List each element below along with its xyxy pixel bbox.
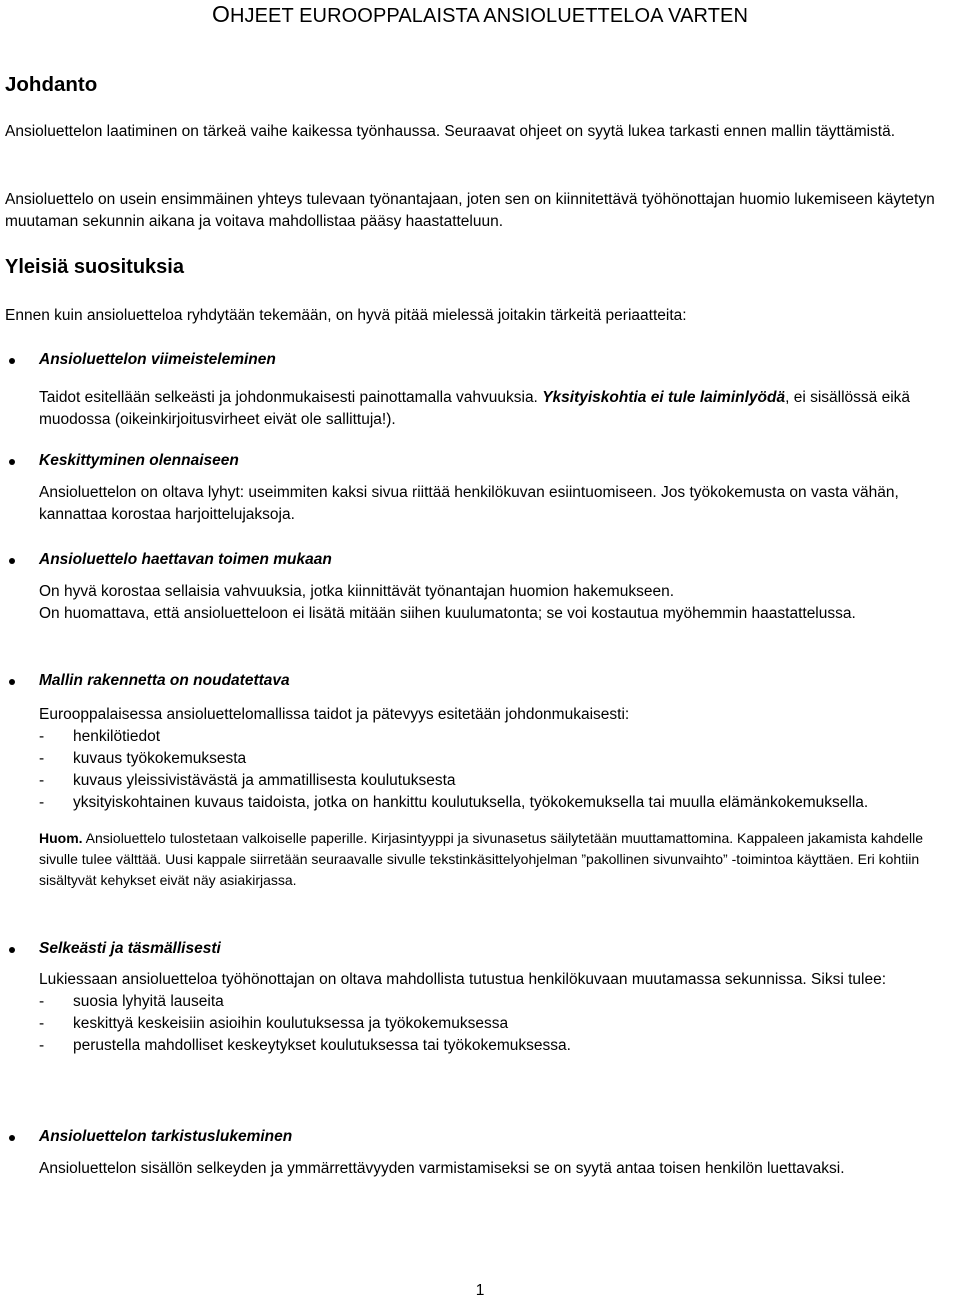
clarity-list bbox=[39, 991, 957, 1057]
section-body bbox=[39, 969, 957, 1057]
intro-paragraph-1: Ansioluettelon laatiminen on tärkeä vaihe kaikessa työnhaussa. Seuraavat ohjeet on syytä lukea tarkasti ennen mallin täyttämistä. bbox=[5, 123, 896, 140]
bullet-icon bbox=[9, 459, 15, 465]
section-text-2: On huomattava, että ansioluetteloon ei lisätä mitään siihen kuulumatonta; se voi kostautua myöhemmin haastattelussa. bbox=[39, 605, 856, 622]
note-text: Ansioluettelo tulostetaan valkoiselle paperille. Kirjasintyyppi ja sivunasetus säilytetään muuttamattomina. Kappaleen jakamista kahdelle sivulle tulee välttää. Uusi kappale siirretään seuraavalle sivulle tekstinkäsittelyohjelman ”pakollinen sivunvaihto” -toimintoa käyttäen. Eri kohtiin sisältyvät kehykset eivät näy asiakirjassa. bbox=[39, 830, 924, 888]
bullet-icon bbox=[9, 947, 15, 953]
section-heading: Selkeästi ja täsmällisesti bbox=[39, 940, 221, 957]
section-text-emphasis: Yksityiskohtia ei tule laiminlyödä bbox=[542, 389, 786, 406]
document-title bbox=[0, 0, 960, 29]
title-rest: HJEET EUROOPPALAISTA ANSIOLUETTELOA VARTEN bbox=[229, 5, 749, 27]
general-paragraph: Ennen kuin ansioluetteloa ryhdytään tekemään, on hyvä pitää mielessä joitakin tärkeitä periaatteita: bbox=[5, 307, 687, 324]
section-heading: Keskittyminen olennaiseen bbox=[39, 452, 239, 469]
section-heading: Mallin rakennetta on noudatettava bbox=[39, 672, 290, 689]
general-heading: Yleisiä suosituksia bbox=[5, 256, 184, 278]
list-item: - suosia lyhyitä lauseita bbox=[39, 991, 957, 1013]
list-item: - kuvaus työkokemuksesta bbox=[39, 748, 957, 770]
section-text: Ansioluettelon on oltava lyhyt: useimmiten kaksi sivua riittää henkilökuvan esiintuomiseen. Jos työkokemusta on vasta vähän, kannattaa korostaa harjoittelujaksoja. bbox=[39, 484, 899, 523]
bullet-icon bbox=[9, 358, 15, 364]
section-body bbox=[39, 704, 957, 891]
list-item: - kuvaus yleissivistävästä ja ammatillisesta koulutuksesta bbox=[39, 770, 957, 792]
section-text: Ansioluettelon sisällön selkeyden ja ymmärrettävyyden varmistamiseksi se on syytä antaa toisen henkilön luettavaksi. bbox=[39, 1160, 845, 1177]
section-body bbox=[39, 482, 957, 526]
title-first-letter: O bbox=[211, 1, 230, 27]
page-number: 1 bbox=[475, 1282, 485, 1299]
list-item: - henkilötiedot bbox=[39, 726, 957, 748]
section-text-part1: Taidot esitellään selkeästi ja johdonmukaisesti painottamalla vahvuuksia. bbox=[39, 389, 543, 406]
section-heading: Ansioluettelon viimeisteleminen bbox=[39, 351, 276, 368]
section-text bbox=[39, 387, 957, 431]
section-heading: Ansioluettelon tarkistuslukeminen bbox=[39, 1128, 293, 1145]
section-body bbox=[39, 581, 957, 625]
bullet-icon bbox=[9, 1135, 15, 1141]
list-item: - perustella mahdolliset keskeytykset koulutuksessa tai työkokemuksessa. bbox=[39, 1035, 957, 1057]
bullet-icon bbox=[9, 558, 15, 564]
bullet-icon bbox=[9, 679, 15, 685]
section-body bbox=[39, 387, 957, 431]
section-intro: Eurooppalaisessa ansioluettelomallissa taidot ja pätevyys esitetään johdonmukaisesti: bbox=[39, 706, 630, 723]
structure-list bbox=[39, 726, 957, 814]
list-item: - yksityiskohtainen kuvaus taidoista, jotka on hankittu koulutuksella, työkokemuksella tai muulla elämänkokemuksella. bbox=[39, 792, 957, 814]
section-intro: Lukiessaan ansioluetteloa työhönottajan on oltava mahdollista tutustua henkilökuvaan muutamassa sekunnissa. Siksi tulee: bbox=[39, 971, 886, 988]
section-text-1: On hyvä korostaa sellaisia vahvuuksia, jotka kiinnittävät työnantajan huomion hakemukseen. bbox=[39, 583, 675, 600]
list-item: - keskittyä keskeisiin asioihin koulutuksessa ja työkokemuksessa bbox=[39, 1013, 957, 1035]
intro-heading: Johdanto bbox=[5, 73, 98, 96]
note-label: Huom. bbox=[39, 830, 83, 846]
section-heading: Ansioluettelo haettavan toimen mukaan bbox=[39, 551, 332, 568]
intro-paragraph-2: Ansioluettelo on usein ensimmäinen yhteys tulevaan työnantajaan, joten sen on kiinnitettävä työhönottajan huomio lukemiseen käytetyn muutaman sekunnin aikana ja voitava mahdollistaa pääsy haastatteluun. bbox=[5, 191, 935, 230]
section-text-part2: , ei sisällössä eikä muodossa (oikeinkirjoitusvirheet eivät ole sallittuja!). bbox=[39, 389, 911, 428]
note-paragraph bbox=[39, 828, 957, 891]
section-body bbox=[39, 1158, 957, 1180]
